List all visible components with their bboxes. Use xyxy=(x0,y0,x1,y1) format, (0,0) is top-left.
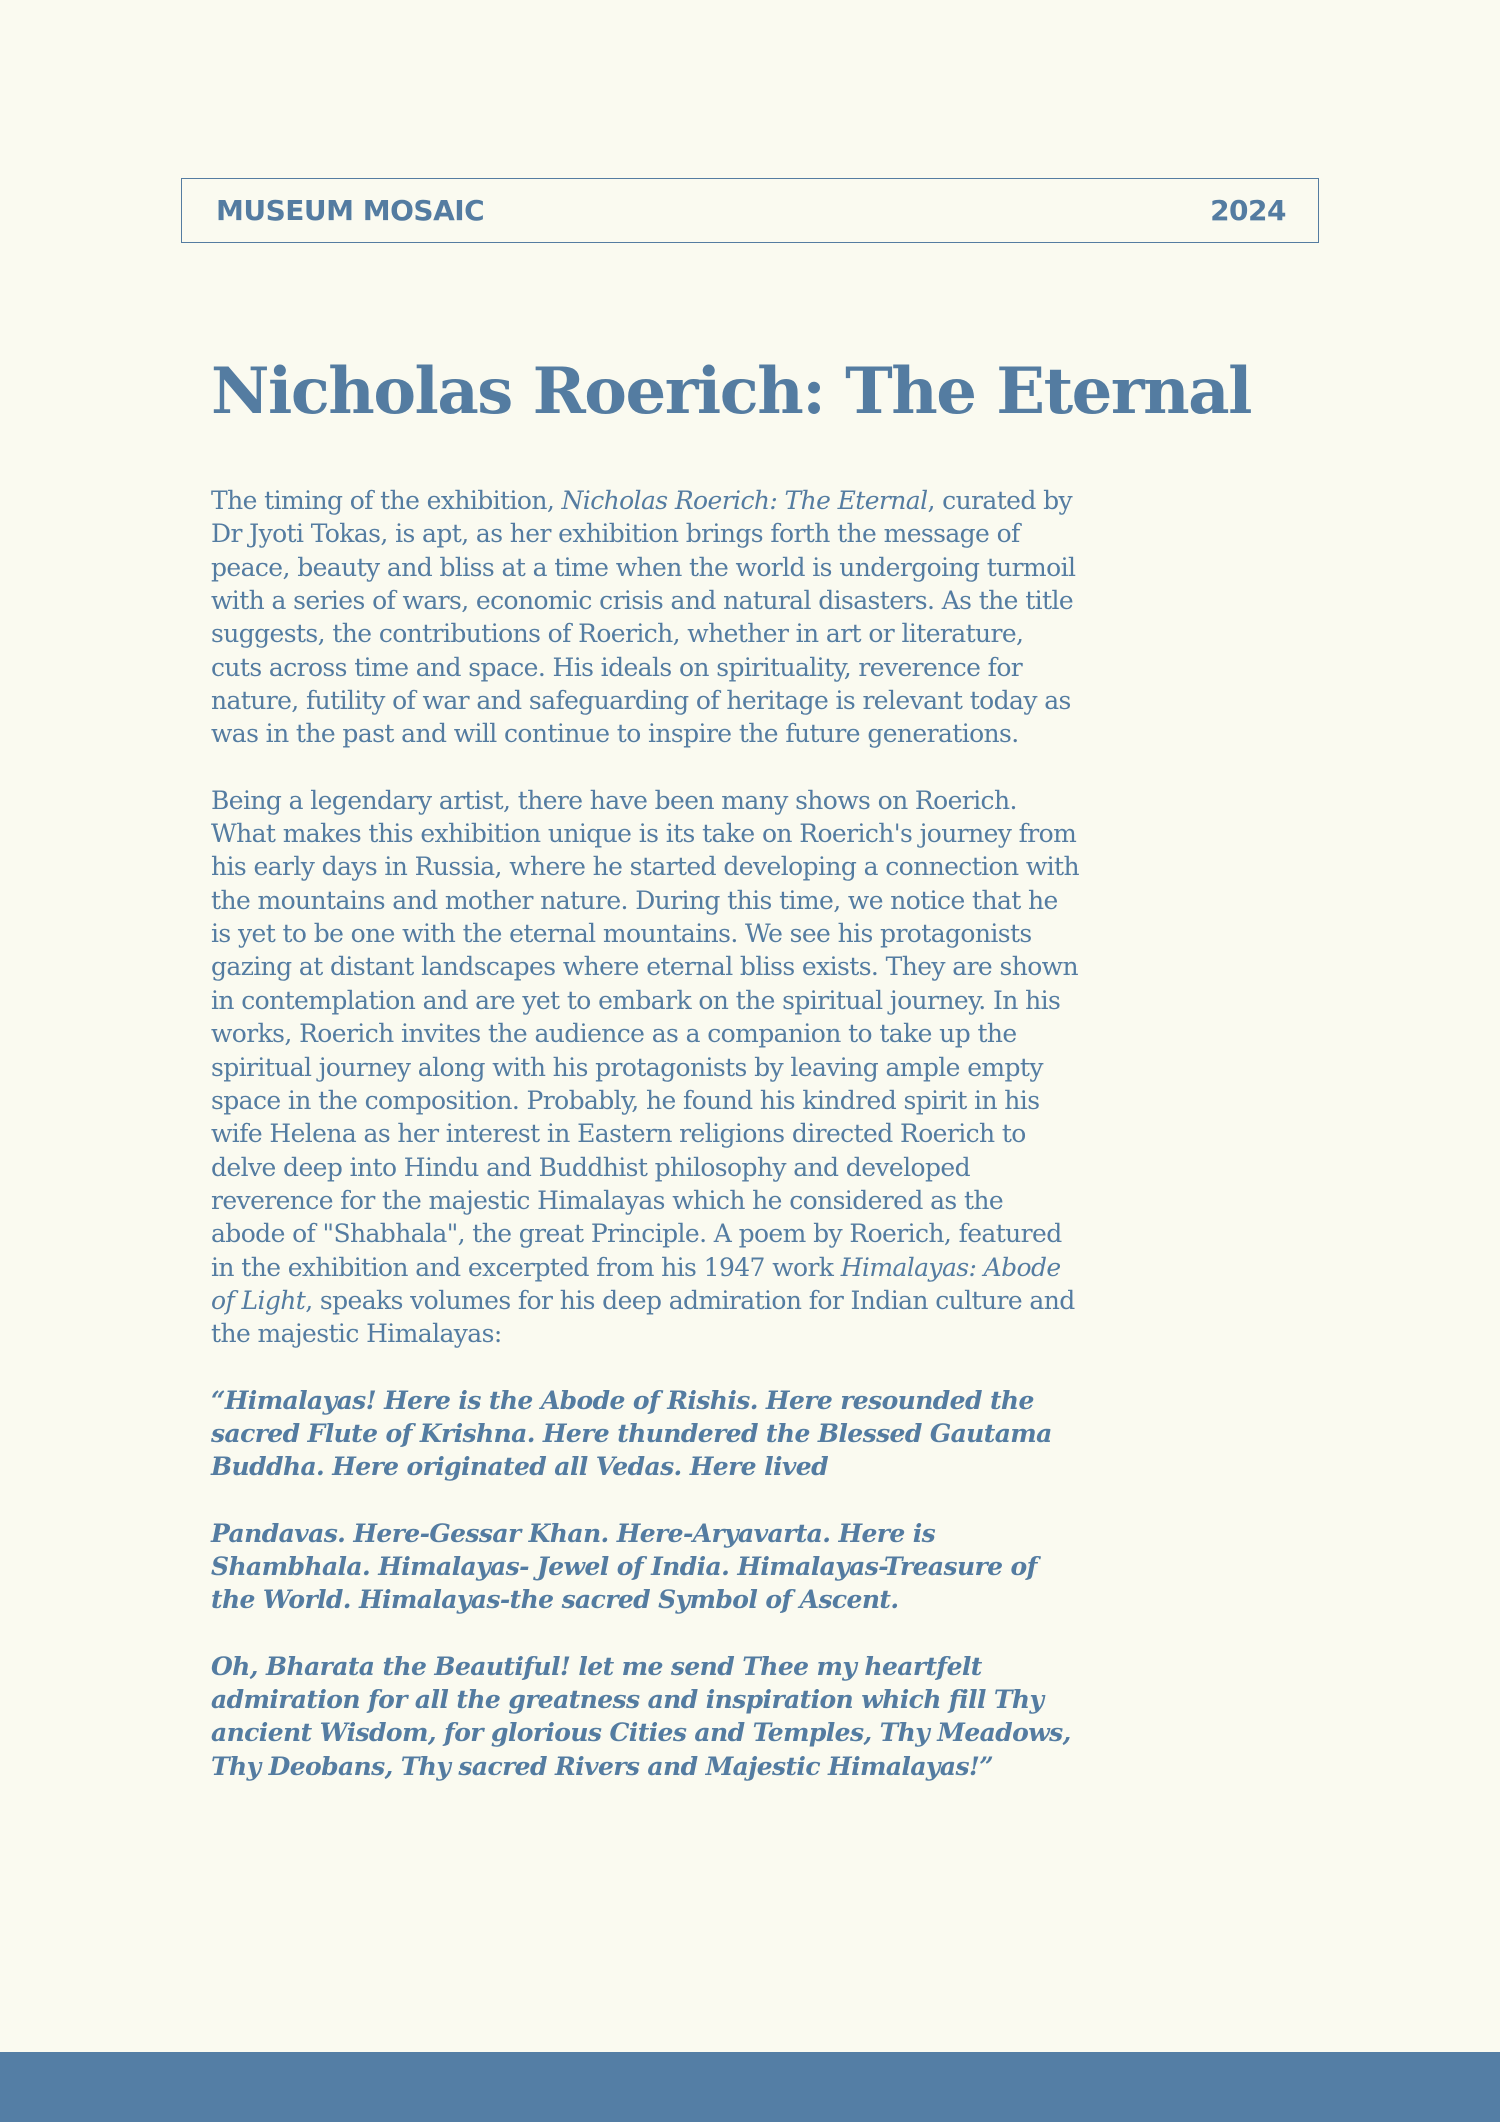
paragraph-1-intro: The timing of the exhibition, xyxy=(211,486,562,515)
book-title-italic: Himalayas: Abode of Light xyxy=(211,1252,1061,1315)
poem-stanza-2: Pandavas. Here-Gessar Khan. Here-Aryavarta. Here is Shambhala. Himalayas- Jewel of India. Himalayas-Treasure of the World. Himalayas-the sacred Symbol of Ascent. xyxy=(211,1518,1037,1615)
article-paragraph-1 xyxy=(211,484,1081,751)
paragraph-2-intro: Being a legendary artist, there have been many shows on Roerich. What makes this exhibition unique is its take on Roerich's journey from his early days in Russia, where he started developing a connection with the mountains and mother nature. During this time, we notice that he is yet to be one with the eternal mountains. We see his protagonists gazing at distant landscapes where eternal bliss exists. They are shown in contemplation and are yet to embark on the spiritual journey. In his works, Roerich invites the audience as a companion to take up the spiritual journey along with his protagonists by leaving ample empty space in the composition. Probably, he found his kindred spirit in his wife Helena as her interest in Eastern religions directed Roerich to delve deep into Hindu and Buddhist philosophy and developed reverence for the majestic Himalayas which he considered as the abode of "Shabhala", the great Principle. A poem by Roerich, featured in the exhibition and excerpted from his 1947 work xyxy=(211,785,1079,1282)
article xyxy=(211,350,1251,1783)
poem-stanza-3: Oh, Bharata the Beautiful! let me send Thee my heartfelt admiration for all the greatness and inspiration which fill Thy ancient Wisdom, for glorious Cities and Temples, Thy Meadows, Thy Deobans, Thy sacred Rivers and Majestic Himalayas!” xyxy=(211,1651,1071,1781)
publication-name: MUSEUM MOSAIC xyxy=(216,194,485,227)
poem-stanza-1: “Himalayas! Here is the Abode of Rishis. Here resounded the sacred Flute of Krishna. Here thundered the Blessed Gautama Buddha. Here originated all Vedas. Here lived xyxy=(211,1385,1052,1482)
footer-band xyxy=(0,2052,1500,2122)
masthead xyxy=(181,178,1319,243)
paragraph-1-rest: , curated by Dr Jyoti Tokas, is apt, as her exhibition brings forth the message of peace, beauty and bliss at a time when the world is undergoing turmoil with a series of wars, economic crisis and natural disasters. As the title suggests, the contributions of Roerich, whether in art or literature, cuts across time and space. His ideals on spirituality, reverence for nature, futility of war and safeguarding of heritage is relevant today as was in the past and will continue to inspire the future generations. xyxy=(211,486,1076,749)
article-title: Nicholas Roerich: The Eternal xyxy=(211,354,1251,429)
issue-year: 2024 xyxy=(1210,194,1286,227)
exhibition-title-italic: Nicholas Roerich: The Eternal xyxy=(561,486,928,515)
article-paragraph-2 xyxy=(211,784,1081,1351)
paragraph-2-rest: , speaks volumes for his deep admiration for Indian culture and the majestic Himalayas: xyxy=(211,1285,1075,1349)
